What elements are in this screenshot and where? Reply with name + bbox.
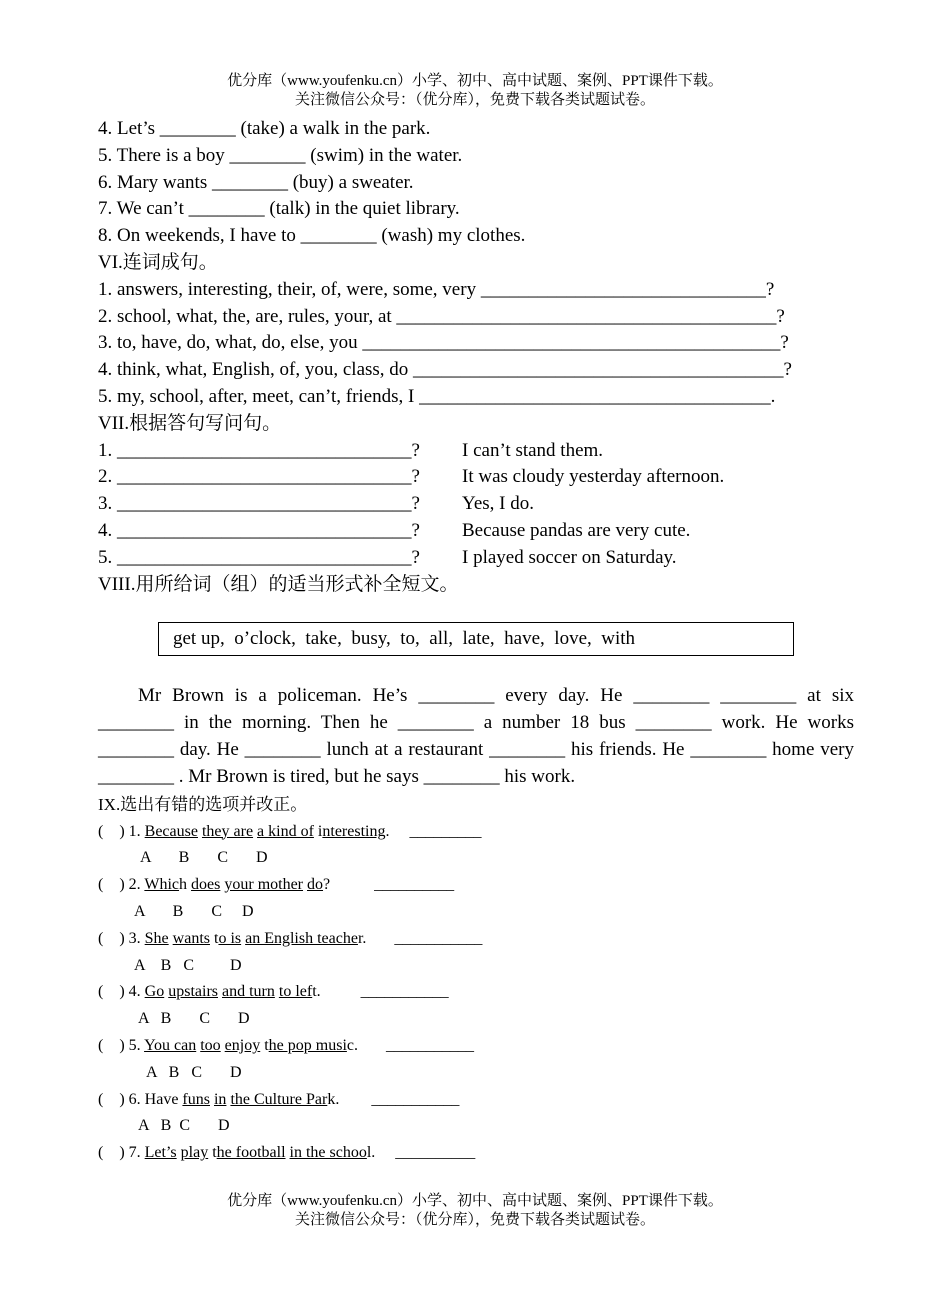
option-a: Go [144,983,165,1001]
question-answer-row [98,464,854,491]
option-b: play [180,1144,209,1162]
option-b: does [191,876,221,894]
option-c: and turn [222,983,275,1001]
option-d: nteresting [322,822,386,840]
option-b: too [200,1036,221,1054]
error-question-2: ( ) 2. Which does your mother do? __________ [98,876,455,894]
answer-text: Yes, I do. [462,493,534,515]
passage-text: Mr Brown is a policeman. He’s ________ every day. He ________ ________ at six ________ in the morning. Then he ________ a number 18 bus ________ work. He works ________ day. He ________ lunch at a restaurant ________ his friends. He ________ home very ________ . Mr Brown is tired, but he says ________ his work. [98,685,854,787]
error-question-3: ( ) 3. She wants to is an English teacher. ___________ [98,929,483,947]
option-d: he pop musi [268,1036,347,1054]
reorder-item: 3. to, have, do, what, do, else, you ____________________________________________? [98,332,789,354]
fill-item: 7. We can’t ________ (talk) in the quiet library. [98,198,460,220]
question-blank: 1. _______________________________? [98,439,420,461]
option-letters: A B C D [140,849,268,867]
error-question-4: ( ) 4. Go upstairs and turn to left. ___________ [98,983,449,1001]
option-c: a kind of [257,822,314,840]
reorder-item: 1. answers, interesting, their, of, were, some, very ______________________________? [98,278,775,300]
passage [98,683,854,790]
question-answer-row [98,491,854,518]
question-blank: 3. _______________________________? [98,493,420,515]
error-question-7: ( ) 7. Let’s play the football in the school. __________ [98,1144,476,1162]
section-9-title: IX.选出有错的选项并改正。 [98,794,308,814]
question-blank: 2. _______________________________? [98,466,420,488]
option-letters: A B C D [138,1010,250,1028]
option-c: o is [218,929,242,947]
fill-item: 5. There is a boy ________ (swim) in the water. [98,144,463,166]
worksheet-body [98,116,854,1167]
error-question-6: ( ) 6. Have funs in the Culture Park. ___________ [98,1090,460,1108]
option-letters: A B C D [146,1063,242,1081]
footer-line-2: 关注微信公众号：（优分库），免费下载各类试题试卷。 [294,1212,655,1228]
question-answer-row [98,438,854,465]
header-line-2: 关注微信公众号：（优分库），免费下载各类试题试卷。 [294,92,655,108]
option-b: they are [201,822,254,840]
page-header [0,72,950,110]
option-a: You can [144,1036,197,1054]
option-d: to lef [278,983,313,1001]
question-blank: 4. _______________________________? [98,519,420,541]
option-d: in the schoo [289,1144,367,1162]
option-c: the Culture Par [230,1090,328,1108]
option-d: an English teache [245,929,358,947]
option-b: wants [172,929,210,947]
option-c: he football [216,1144,286,1162]
section-7-title: VII.根据答句写问句。 [98,412,282,434]
fill-item: 8. On weekends, I have to ________ (wash) my clothes. [98,225,526,247]
option-a: funs [182,1090,210,1108]
option-letters: A B C D [138,1117,230,1135]
footer-line-1: 优分库（www.youfenku.cn）小学、初中、高中试题、案例、PPT课件下载。 [227,1193,723,1209]
answer-text: Because pandas are very cute. [462,519,691,541]
section-6-title: VI.连词成句。 [98,251,218,273]
error-question-1: ( ) 1. Because they are a kind of interesting. _________ [98,822,482,840]
option-a: Let’s [144,1144,177,1162]
word-box: get up, o’clock, take, busy, to, all, late, have, love, with [158,622,794,656]
option-letters: A B C D [134,956,242,974]
option-b: upstairs [168,983,218,1001]
option-c: enjoy [224,1036,261,1054]
question-answer-row [98,545,854,572]
option-a: Whic [144,876,180,894]
option-a: She [144,929,169,947]
option-a: Because [144,822,198,840]
option-d: do [307,876,324,894]
option-letters: A B C D [134,902,254,920]
reorder-item: 4. think, what, English, of, you, class, do _______________________________________? [98,359,792,381]
answer-text: I can’t stand them. [462,439,604,461]
reorder-item: 2. school, what, the, are, rules, your, at ________________________________________? [98,305,785,327]
option-c: your mother [224,876,304,894]
reorder-item: 5. my, school, after, meet, can’t, friends, I _____________________________________. [98,385,776,407]
error-question-5: ( ) 5. You can too enjoy the pop music. ___________ [98,1036,474,1054]
answer-text: I played soccer on Saturday. [462,546,677,568]
question-answer-row [98,518,854,545]
section-8-title: VIII.用所给词（组）的适当形式补全短文。 [98,573,459,595]
fill-item: 4. Let’s ________ (take) a walk in the park. [98,118,431,139]
fill-item: 6. Mary wants ________ (buy) a sweater. [98,171,414,193]
header-line-1: 优分库（www.youfenku.cn）小学、初中、高中试题、案例、PPT课件下载。 [227,73,723,89]
question-blank: 5. _______________________________? [98,546,420,568]
page-footer [0,1192,950,1230]
answer-text: It was cloudy yesterday afternoon. [462,466,725,488]
option-b: in [213,1090,227,1108]
